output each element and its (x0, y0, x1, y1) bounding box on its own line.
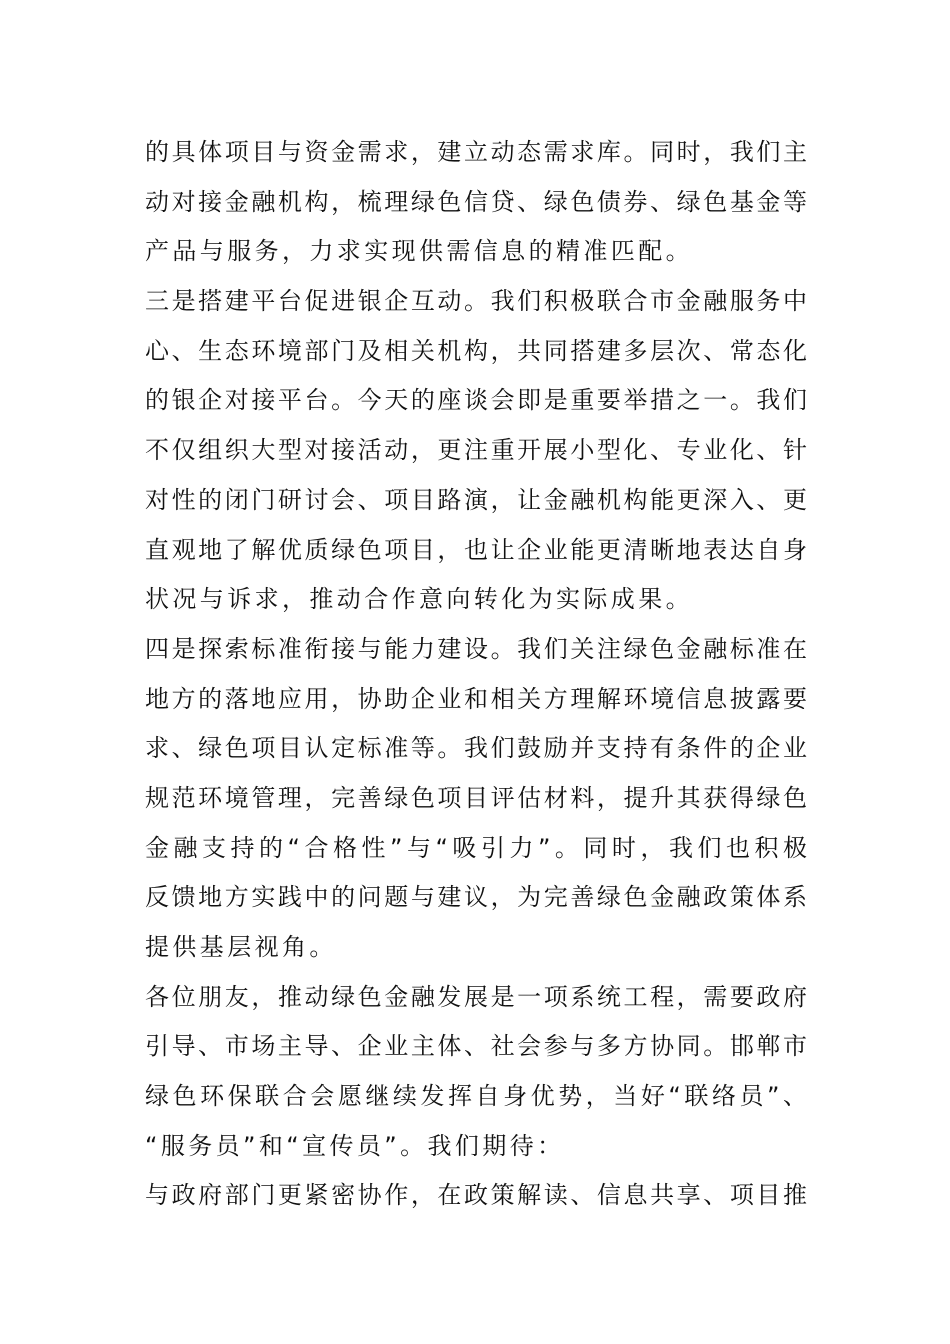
paragraph (145, 978, 807, 1177)
text-line: 心、生态环境部门及相关机构，共同搭建多层次、常态化 (145, 336, 807, 365)
paragraph (145, 1176, 807, 1226)
text-line: 与政府部门更紧密协作，在政策解读、信息共享、项目推 (145, 1181, 807, 1210)
text-line: 求、绿色项目认定标准等。我们鼓励并支持有条件的企业 (145, 734, 807, 763)
text-line: “服务员”和“宣传员”。我们期待： (145, 1131, 565, 1160)
text-line: 反馈地方实践中的问题与建议，为完善绿色金融政策体系 (145, 883, 807, 912)
text-line: 引导、市场主导、企业主体、社会参与多方协同。邯郸市 (145, 1032, 807, 1061)
text-line: 各位朋友，推动绿色金融发展是一项系统工程，需要政府 (145, 982, 807, 1011)
text-line: 的银企对接平台。今天的座谈会即是重要举措之一。我们 (145, 386, 807, 415)
text-line: 直观地了解优质绿色项目，也让企业能更清晰地表达自身 (145, 535, 807, 564)
text-line: 不仅组织大型对接活动，更注重开展小型化、专业化、针 (145, 436, 807, 465)
text-line: 绿色环保联合会愿继续发挥自身优势，当好“联络员”、 (145, 1082, 807, 1111)
text-line: 动对接金融机构，梳理绿色信贷、绿色债券、绿色基金等 (145, 187, 807, 216)
text-line: 状况与诉求，推动合作意向转化为实际成果。 (145, 585, 693, 614)
text-line: 三是搭建平台促进银企互动。我们积极联合市金融服务中 (145, 287, 807, 316)
text-line: 对性的闭门研讨会、项目路演，让金融机构能更深入、更 (145, 485, 807, 514)
text-line: 提供基层视角。 (145, 933, 337, 961)
paragraph (145, 282, 807, 630)
text-line: 四是探索标准衔接与能力建设。我们关注绿色金融标准在 (145, 634, 807, 663)
text-line: 产品与服务，力求实现供需信息的精准匹配。 (145, 237, 693, 266)
text-line: 规范环境管理，完善绿色项目评估材料，提升其获得绿色 (145, 783, 807, 812)
document-page (145, 133, 807, 1226)
paragraph (145, 630, 807, 978)
text-line: 金融支持的“合格性”与“吸引力”。同时，我们也积极 (145, 833, 807, 862)
text-line: 地方的落地应用，协助企业和相关方理解环境信息披露要 (145, 684, 807, 713)
paragraph (145, 133, 807, 282)
text-line: 的具体项目与资金需求，建立动态需求库。同时，我们主 (145, 138, 807, 166)
